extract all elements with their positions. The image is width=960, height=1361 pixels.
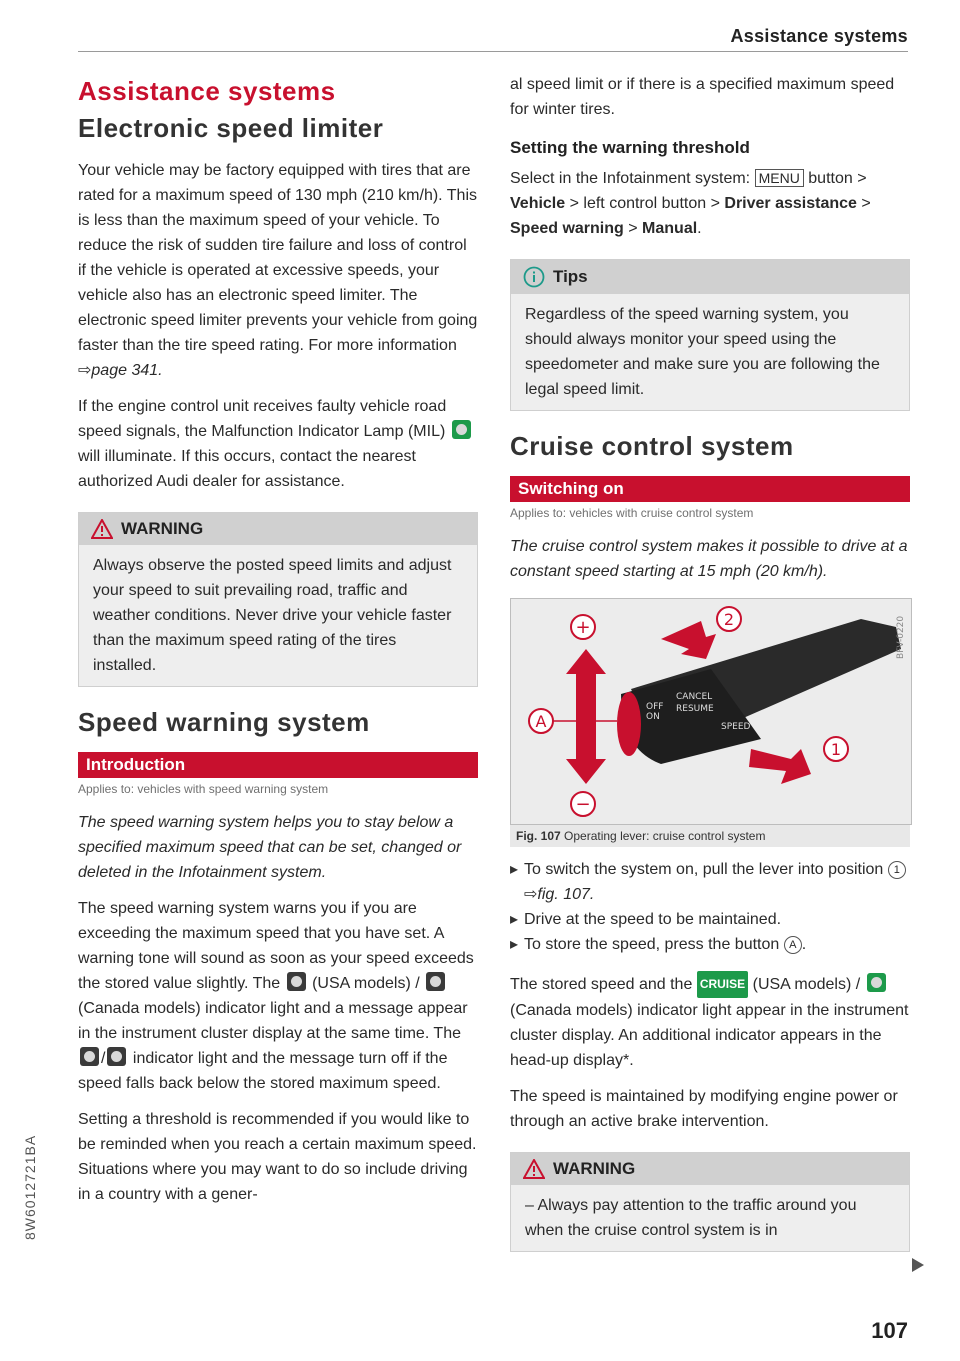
continue-arrow-icon	[912, 1258, 924, 1272]
running-header: Assistance systems	[730, 26, 908, 46]
tips-header	[511, 260, 909, 294]
list-item: ▸ To switch the system on, pull the lever into position 1 ⇨fig. 107.	[510, 857, 910, 907]
lever-label-on: ON	[646, 712, 660, 722]
speed-warning-usa-icon	[80, 1047, 99, 1066]
warning-header	[79, 513, 477, 545]
threshold-title: Setting the warning threshold	[510, 138, 750, 157]
figure-image	[510, 598, 912, 825]
list-item: ▸ To store the speed, press the button A .	[510, 932, 910, 957]
warning-triangle-icon	[91, 519, 113, 539]
speed-warning-menu-item: Speed warning	[510, 220, 624, 237]
lever-label-speed: SPEED	[721, 722, 751, 732]
intro-bar: Introduction	[78, 752, 478, 778]
threshold-paragraph: Select in the Infotainment system: MENU button > Vehicle > left control button > Driver assistance > Speed warning > Manual.	[510, 170, 871, 237]
figure-107	[510, 598, 910, 847]
warning-title: WARNING	[553, 1159, 636, 1178]
warning-text: Always observe the posted speed limits and adjust your speed to suit prevailing road, traffic and weather conditions. Never drive your vehicle faster than the maximum speed rating of the tires installed.	[79, 545, 477, 686]
document-code: 8W6012721BA	[22, 1134, 38, 1240]
warning-box-1	[78, 512, 478, 687]
switching-on-bar: Switching on	[510, 476, 910, 502]
tips-text: Regardless of the speed warning system, you should always monitor your speed using the speedometer and make sure you are following the legal speed limit.	[511, 294, 909, 410]
svg-text:1: 1	[830, 740, 842, 759]
sws-paragraph-1: The speed warning system warns you if you are exceeding the maximum speed that you have set. A warning tone will sound as soon as your speed exceeds the stored value slightly. The (USA models) / (Canada models) indicator light and a message appear in the instrument cluster display at the same time. The / indicator light and the message turn off if the speed falls back below the stored maximum speed.	[78, 900, 474, 1092]
cruise-indicator-icon: CRUISE	[697, 971, 748, 998]
header-rule	[78, 51, 908, 52]
driver-assistance-menu-item: Driver assistance	[724, 195, 857, 212]
maintained-paragraph: The speed is maintained by modifying engine power or through an active brake intervention.	[510, 1088, 898, 1130]
lever-label-cancel: CANCEL	[676, 692, 713, 702]
section-title: Assistance systems	[78, 76, 336, 106]
position-1-callout: 1	[888, 861, 906, 879]
lever-label-resume: RESUME	[676, 704, 714, 714]
info-icon	[523, 266, 545, 288]
sws-title: Speed warning system	[78, 707, 370, 737]
esl-title: Electronic speed limiter	[78, 113, 384, 143]
page-ref-link[interactable]: ⇨page 341.	[78, 362, 163, 379]
switching-italic: The cruise control system makes it possible to drive at a constant speed starting at 15 mph (20 km/h).	[510, 538, 908, 580]
right-column	[510, 72, 910, 1272]
svg-text:2: 2	[723, 610, 735, 629]
svg-text:+: +	[575, 617, 591, 638]
sws-paragraph-2: Setting a threshold is recommended if you would like to be reminded when you reach a certain maximum speed. Situations where you may want to do so include driving in a country with a gener-	[78, 1111, 477, 1203]
cruise-lever-illustration	[511, 599, 911, 824]
warning-triangle-icon	[523, 1159, 545, 1179]
figure-ref-link[interactable]: ⇨fig. 107.	[524, 886, 595, 903]
warning-title: WARNING	[121, 519, 204, 538]
lever-label-off: OFF	[646, 702, 664, 712]
switching-applies: Applies to: vehicles with cruise control system	[510, 506, 754, 520]
speed-warning-usa-icon	[287, 972, 306, 991]
button-a-callout: A	[784, 936, 802, 954]
svg-text:−: −	[575, 794, 591, 815]
svg-text:A: A	[535, 712, 547, 731]
stored-speed-paragraph: The stored speed and the CRUISE (USA models) / (Canada models) indicator light appear in the instrument cluster display. An additional indicator appears in the head-up display*.	[510, 971, 910, 1073]
warning-box-2	[510, 1152, 910, 1252]
speed-warning-canada-icon	[107, 1047, 126, 1066]
mil-indicator-icon	[452, 420, 471, 439]
lever-button-a	[617, 692, 641, 756]
esl-paragraph-2: If the engine control unit receives faulty vehicle road speed signals, the Malfunction Indicator Lamp (MIL) will illuminate. If this occurs, contact the nearest authorized Audi dealer for assistance.	[78, 394, 478, 494]
intro-italic: The speed warning system helps you to stay below a specified maximum speed that can be set, changed or deleted in the Infotainment system.	[78, 814, 462, 881]
vehicle-menu-item: Vehicle	[510, 195, 566, 212]
manual-menu-item: Manual	[642, 220, 698, 237]
tips-title: Tips	[553, 267, 588, 286]
instruction-list	[510, 857, 910, 957]
esl-paragraph-1: Your vehicle may be factory equipped with tires that are rated for a maximum speed of 130 mph (210 km/h). This is less than the maximum speed of your vehicle. To reduce the risk of sudden tire failure and loss of control if the vehicle is operated at excessive speeds, your vehicle also has an electronic speed limiter. The electronic speed limiter prevents your vehicle from going faster than the tire speed rating. For more information ⇨page 341.	[78, 162, 478, 379]
speed-warning-canada-icon	[426, 972, 445, 991]
tips-box	[510, 259, 910, 411]
page-number: 107	[871, 1318, 908, 1343]
warning-header	[511, 1153, 909, 1185]
list-item: ▸ Drive at the speed to be maintained.	[510, 907, 910, 932]
warning-text: – Always pay attention to the traffic around you when the cruise control system is in	[511, 1185, 909, 1251]
figure-caption: Fig. 107 Operating lever: cruise control system	[510, 825, 910, 847]
figure-code: BFV-0220	[896, 615, 906, 659]
ccs-title: Cruise control system	[510, 431, 794, 461]
continued-paragraph: al speed limit or if there is a specified maximum speed for winter tires.	[510, 76, 895, 118]
left-column	[78, 72, 478, 1218]
intro-applies: Applies to: vehicles with speed warning system	[78, 782, 329, 796]
cruise-canada-indicator-icon	[867, 973, 886, 992]
menu-button-label: MENU	[755, 169, 804, 187]
